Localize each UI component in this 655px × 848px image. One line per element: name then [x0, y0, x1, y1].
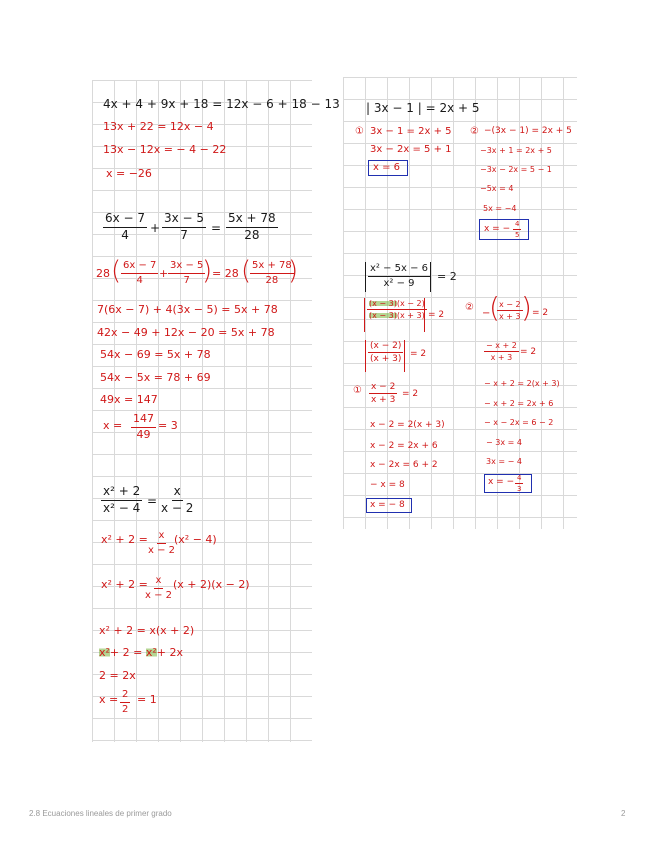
q2-case1-line2: x − 2 = 2(x + 3): [370, 420, 445, 430]
q2-case2-number: ②: [465, 302, 474, 313]
q1-case1-answer: x = 6: [373, 162, 401, 173]
p2-step1-prefix: 28: [96, 267, 110, 280]
q2-abs-bar-right: [430, 262, 431, 292]
q2-step-a-fraction: $\frac{(x - 3)(x - 2)}{(x - 3)(x + 3)}$: [369, 299, 425, 321]
p2-step1-fraction-2: $\frac{3x - 5}{7}$: [170, 260, 204, 286]
p3-step4-cancel-2: x²: [145, 646, 157, 659]
q2-abs-bar-left: [365, 262, 366, 292]
p3-step3: x² + 2 = x(x + 2): [99, 624, 195, 637]
q2-step-b-paren-open: (: [489, 291, 500, 324]
q1-case2-answer-fraction: $\frac{4}{5}$: [515, 220, 520, 240]
q2-step-a-bar-right: [424, 298, 425, 332]
p3-step5: 2 = 2x: [99, 669, 136, 682]
p2-step1-paren-open-2: (: [241, 256, 252, 286]
q1-case2-line1: −(3x − 1) = 2x + 5: [484, 126, 572, 136]
p3-equals: =: [147, 494, 158, 508]
p3-step2-suffix: (x + 2)(x − 2): [173, 578, 250, 591]
p2-step1-paren-close: ): [202, 256, 213, 286]
p2-step1-mid: = 28: [212, 267, 239, 280]
q1-case1-number: ①: [355, 126, 364, 137]
q2-step-c-bar-left: [365, 340, 366, 372]
q2-case1-line4: x − 2x = 6 + 2: [370, 460, 438, 470]
p2-equals: =: [211, 221, 222, 235]
q2-case2-answer-prefix: x = −: [488, 477, 515, 487]
p3-step2-fraction: $\frac{x}{x - 2}$: [145, 575, 173, 601]
q2-case1-fraction: $\frac{x - 2}{x + 3}$: [371, 382, 396, 406]
p2-step5: 54x − 5x = 78 + 69: [100, 371, 211, 384]
q1-heading: | 3x − 1 | = 2x + 5: [366, 101, 480, 115]
p2-step1-fraction-1: $\frac{6x - 7}{4}$: [123, 260, 157, 286]
q1-case2-line5: 5x = −4: [483, 204, 517, 213]
q2-case2-line3: − x − 2x = 6 − 2: [484, 418, 554, 427]
q2-step-c-bar-right: [404, 340, 405, 372]
q2-case2-line4: − 3x = 4: [486, 438, 522, 447]
p3-answer-result: = 1: [137, 693, 157, 706]
p2-answer-result: = 3: [158, 419, 178, 432]
p2-step1-plus: +: [159, 267, 169, 280]
q2-step-b-paren-close: ): [521, 291, 532, 324]
p2-answer-fraction: $\frac{147}{49}$: [133, 412, 154, 441]
q2-case1-answer: x = − 8: [370, 500, 405, 510]
q2-case1-number: ①: [353, 385, 362, 396]
p2-step3: 42x − 49 + 12x − 20 = 5x + 78: [97, 326, 275, 339]
p1-line-1: 4x + 4 + 9x + 18 = 12x − 6 + 18 − 13: [103, 97, 340, 111]
p3-step4: x²+ 2 = x²+ 2x: [99, 646, 184, 659]
q1-case2-number: ②: [470, 126, 479, 137]
q2-heading-fraction: $\frac{\text{x² − 5x − 6}}{\text{x² − 9}}$: [370, 263, 429, 289]
p1-line-2: 13x + 22 = 12x − 4: [103, 120, 214, 133]
p3-step4-cancel-1: x²: [99, 646, 110, 659]
q2-step-b-minus: −: [482, 308, 491, 319]
p3-fraction-right: $\frac{x}{x - 2}$: [161, 484, 194, 515]
p3-step1-prefix: x² + 2 =: [101, 533, 148, 546]
p2-fraction-2: $\frac{3x - 5}{7}$: [164, 211, 205, 242]
p2-step1-paren-close-2: ): [288, 256, 299, 286]
p1-answer: x = −26: [106, 167, 152, 180]
p2-fraction-1: $\frac{6x - 7}{4}$: [105, 211, 146, 242]
q1-case1-line2: 3x − 2x = 5 + 1: [370, 144, 452, 155]
p1-line-3: 13x − 12x = − 4 − 22: [103, 143, 227, 156]
p3-answer-fraction: $\frac{2}{2}$: [122, 689, 129, 715]
p2-step2: 7(6x − 7) + 4(3x − 5) = 5x + 78: [97, 303, 278, 316]
q2-step-a-bar-left: [364, 298, 365, 332]
q2-case1-equals: = 2: [402, 389, 419, 399]
q1-case2-line3: −3x − 2x = 5 − 1: [480, 165, 552, 174]
p2-step1-fraction-3: $\frac{5x + 78}{28}$: [252, 260, 292, 286]
q1-case2-line2: −3x + 1 = 2x + 5: [480, 146, 552, 155]
q1-case2-line4: −5x = 4: [480, 184, 514, 193]
q2-case2-answer-fraction: $\frac{4}{3}$: [517, 474, 522, 494]
q2-case1-line3: x − 2 = 2x + 6: [370, 441, 438, 451]
q2-step-c-equals: = 2: [410, 349, 427, 359]
q2-case2-line1: − x + 2 = 2(x + 3): [484, 379, 560, 388]
footer-title: 2.8 Ecuaciones lineales de primer grado: [29, 809, 172, 818]
q2-step-d-equals: = 2: [520, 347, 537, 357]
p2-step4: 54x − 69 = 5x + 78: [100, 348, 211, 361]
q2-case2-line2: − x + 2 = 2x + 6: [484, 399, 554, 408]
q2-heading-equals: = 2: [437, 270, 457, 283]
q1-case2-answer-prefix: x = −: [484, 224, 511, 234]
footer-page-number: 2: [621, 809, 626, 818]
p2-step1-paren-open: (: [111, 256, 122, 286]
q2-step-a-equals: = 2: [428, 310, 445, 320]
q2-step-d-fraction: $\frac{- x + 2}{x + 3}$: [486, 341, 517, 363]
p3-step1-suffix: (x² − 4): [174, 533, 217, 546]
q2-step-c-fraction: $\frac{(x - 2)}{(x + 3)}$: [370, 341, 402, 365]
p2-answer-prefix: x =: [103, 419, 123, 432]
q2-case1-line5: − x = 8: [370, 480, 405, 490]
p3-step2-prefix: x² + 2 =: [101, 578, 148, 591]
q2-step-b-fraction: $\frac{x - 2}{x + 3}$: [499, 300, 521, 322]
p2-step6: 49x = 147: [100, 393, 158, 406]
p3-answer-prefix: x =: [99, 693, 119, 706]
p3-step1-fraction: $\frac{x}{x - 2}$: [148, 530, 176, 556]
q2-case2-line5: 3x = − 4: [486, 457, 522, 466]
q2-step-b-equals: = 2: [532, 308, 549, 318]
p2-fraction-3: $\frac{5x + 78}{28}$: [228, 211, 276, 242]
p3-fraction-left: $\frac{\text{x² + 2}}{\text{x² − 4}}$: [103, 484, 141, 515]
q1-case1-line1: 3x − 1 = 2x + 5: [370, 126, 452, 137]
p2-plus: +: [150, 221, 161, 235]
